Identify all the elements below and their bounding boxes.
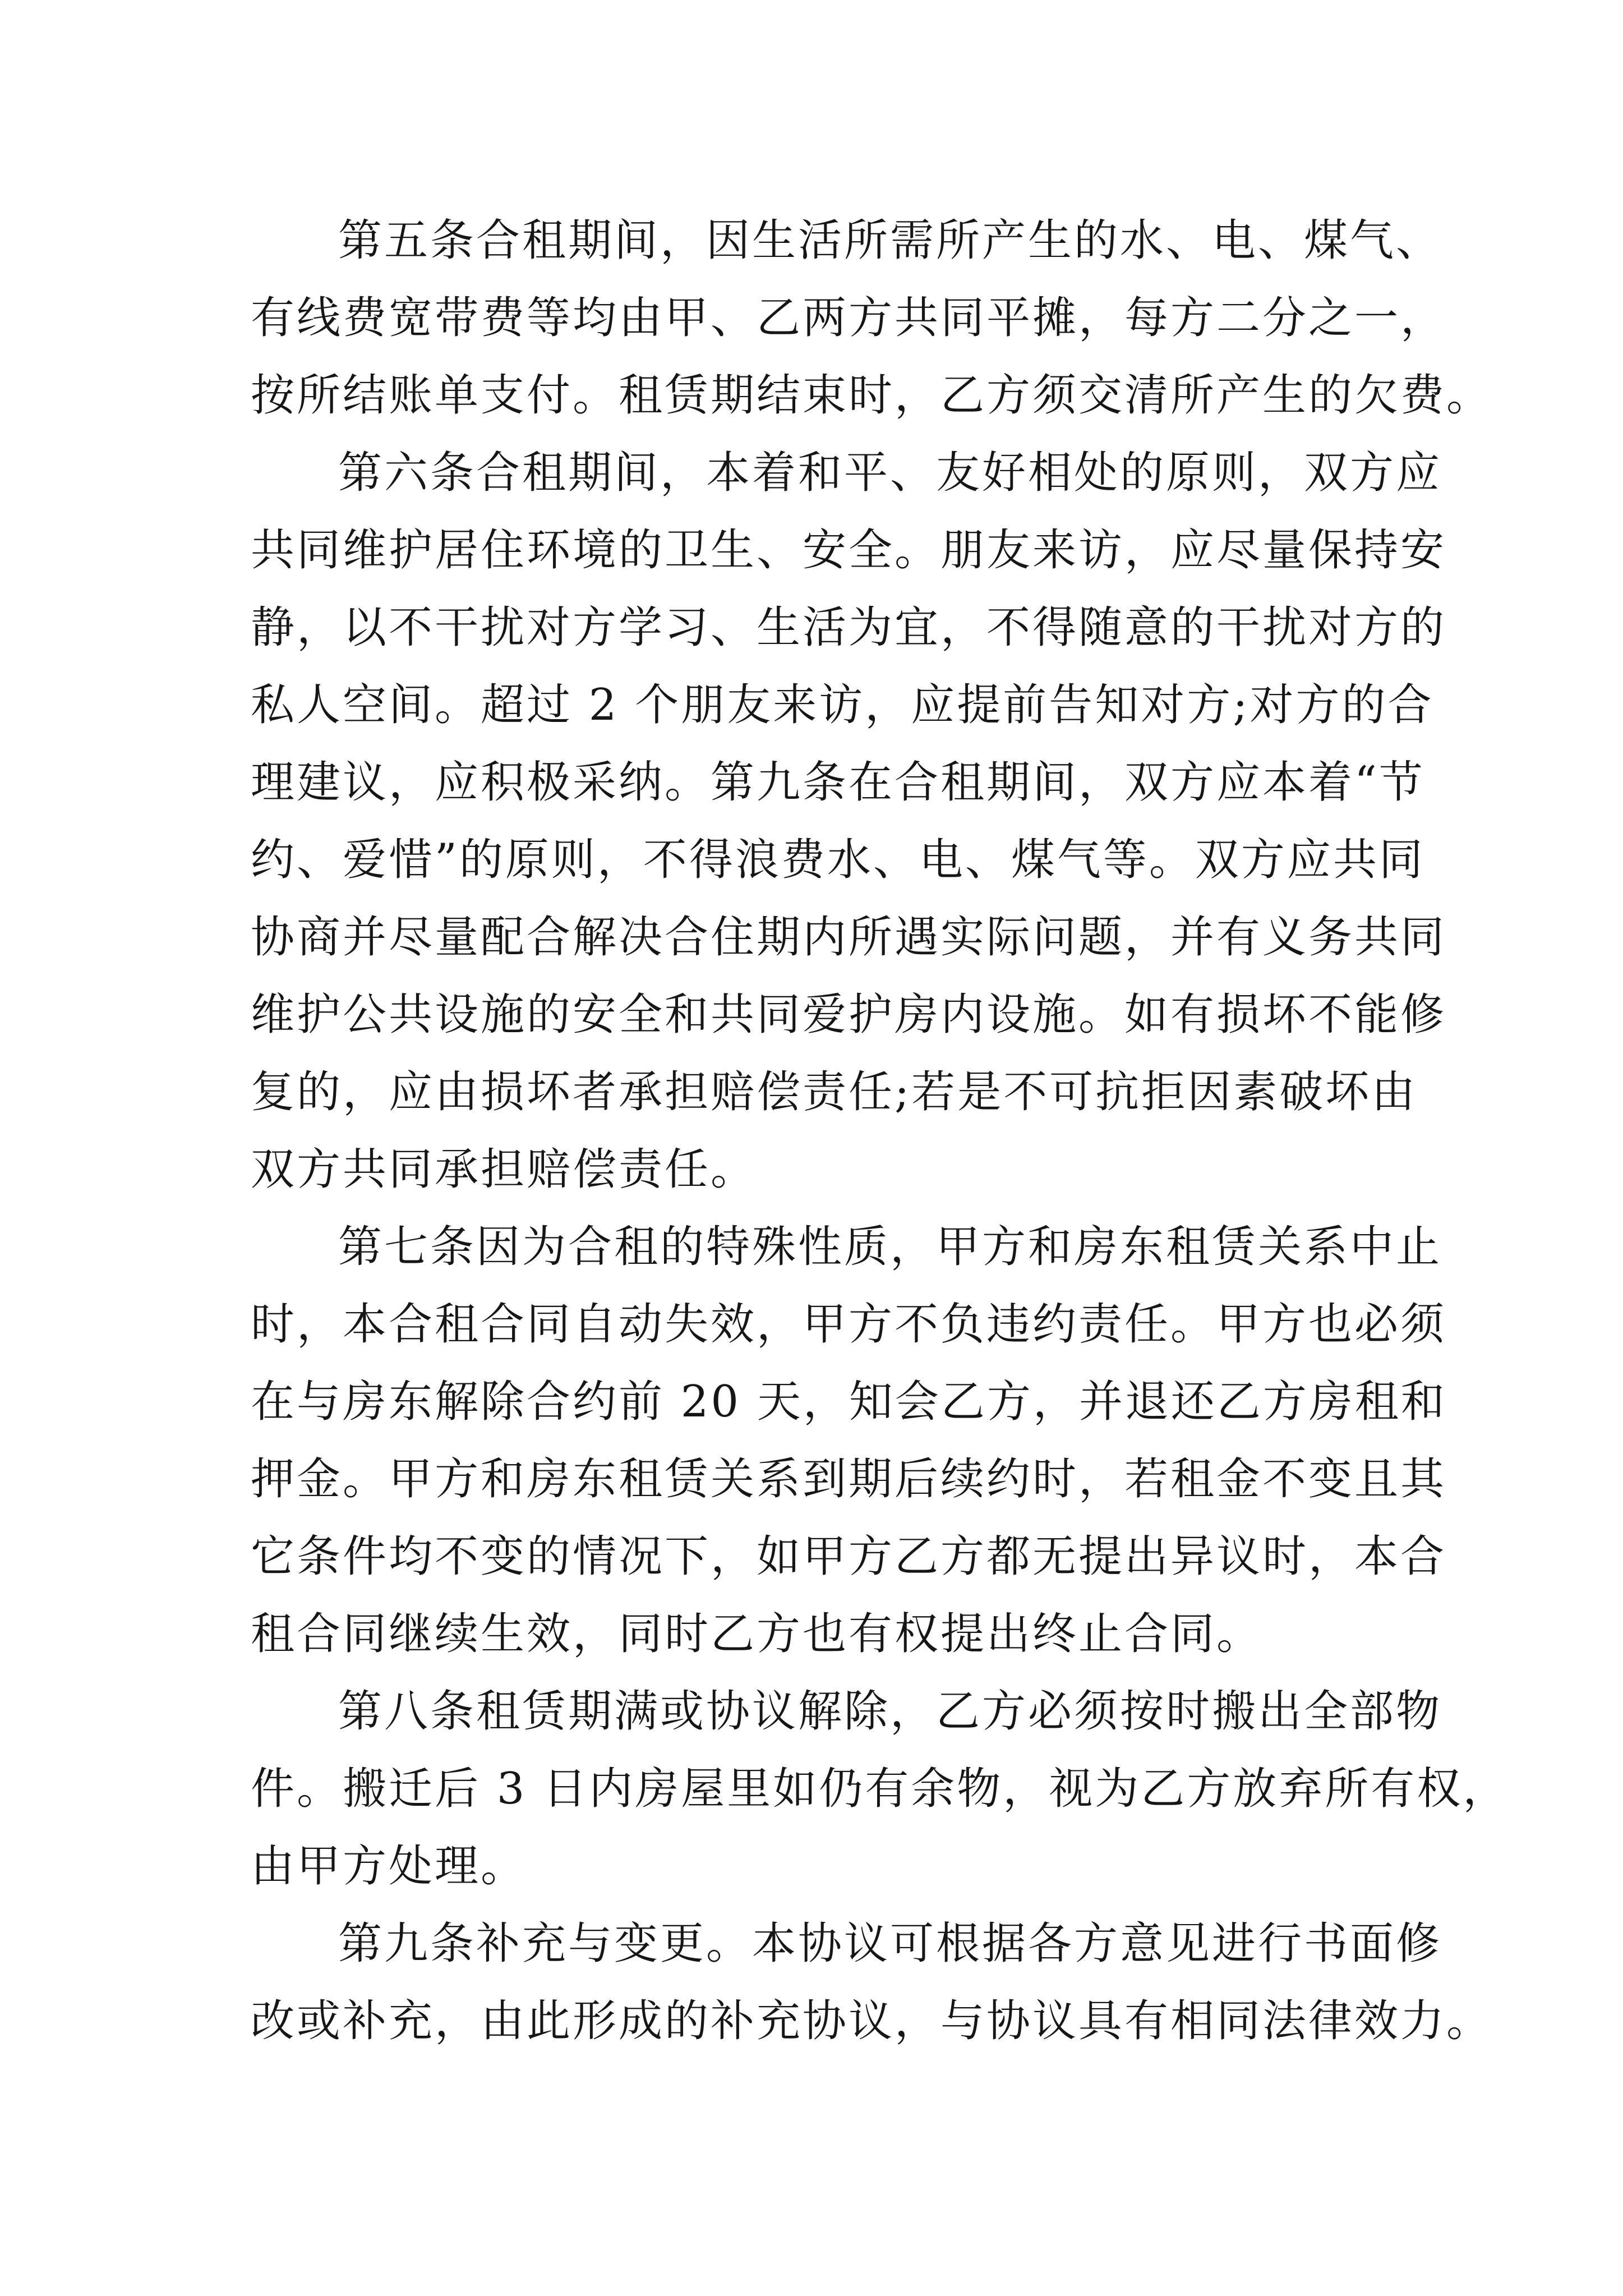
text-line: 第七条因为合租的特殊性质，甲方和房东租赁关系中止 bbox=[338, 1222, 1442, 1272]
text-line: 私人空间。超过 2 个朋友来访，应提前告知对方;对方的合 bbox=[251, 680, 1434, 730]
text-line: 静，以不干扰对方学习、生活为宜，不得随意的干扰对方的 bbox=[251, 602, 1447, 653]
paragraph-article-9 bbox=[251, 1905, 1493, 2060]
text-line: 有线费宽带费等均由甲、乙两方共同平摊，每方二分之一， bbox=[251, 293, 1447, 343]
text-line: 共同维护居住环境的卫生、安全。朋友来访，应尽量保持安 bbox=[251, 525, 1447, 576]
text-line: 理建议，应积极采纳。第九条在合租期间，双方应本着“节 bbox=[251, 757, 1425, 808]
text-line: 第六条合租期间，本着和平、友好相处的原则，双方应 bbox=[338, 448, 1442, 498]
text-line: 由甲方处理。 bbox=[251, 1841, 527, 1892]
document-body bbox=[251, 202, 1509, 2060]
text-line: 改或补充，由此形成的补充协议，与协议具有相同法律效力。 bbox=[251, 1996, 1493, 2046]
text-line: 它条件均不变的情况下，如甲方乙方都无提出异议时，本合 bbox=[251, 1531, 1447, 1582]
text-line: 约、爱惜”的原则，不得浪费水、电、煤气等。双方应共同 bbox=[251, 835, 1425, 885]
text-line: 第八条租赁期满或协议解除，乙方必须按时搬出全部物 bbox=[338, 1686, 1442, 1737]
text-line: 双方共同承担赔偿责任。 bbox=[251, 1144, 757, 1195]
text-line: 在与房东解除合约前 20 天，知会乙方，并退还乙方房租和 bbox=[251, 1377, 1447, 1427]
paragraph-article-8 bbox=[251, 1673, 1509, 1905]
paragraph-article-7 bbox=[251, 1208, 1447, 1673]
text-line: 维护公共设施的安全和共同爱护房内设施。如有损坏不能修 bbox=[251, 990, 1447, 1040]
paragraph-article-5 bbox=[251, 202, 1493, 434]
text-line: 协商并尽量配合解决合住期内所遇实际问题，并有义务共同 bbox=[251, 912, 1447, 963]
text-line: 件。搬迁后 3 日内房屋里如仍有余物，视为乙方放弃所有权， bbox=[251, 1764, 1509, 1814]
text-line: 租合同继续生效，同时乙方也有权提出终止合同。 bbox=[251, 1609, 1263, 1659]
text-line: 按所结账单支付。租赁期结束时，乙方须交清所产生的欠费。 bbox=[251, 370, 1493, 421]
text-line: 押金。甲方和房东租赁关系到期后续约时，若租金不变且其 bbox=[251, 1454, 1447, 1504]
text-line: 第九条补充与变更。本协议可根据各方意见进行书面修 bbox=[338, 1918, 1442, 1969]
text-line: 时，本合租合同自动失效，甲方不负违约责任。甲方也必须 bbox=[251, 1299, 1447, 1350]
text-line: 复的，应由损坏者承担赔偿责任;若是不可抗拒因素破坏由 bbox=[251, 1067, 1418, 1117]
text-line: 第五条合租期间，因生活所需所产生的水、电、煤气、 bbox=[338, 215, 1442, 266]
paragraph-article-6 bbox=[251, 434, 1447, 1208]
